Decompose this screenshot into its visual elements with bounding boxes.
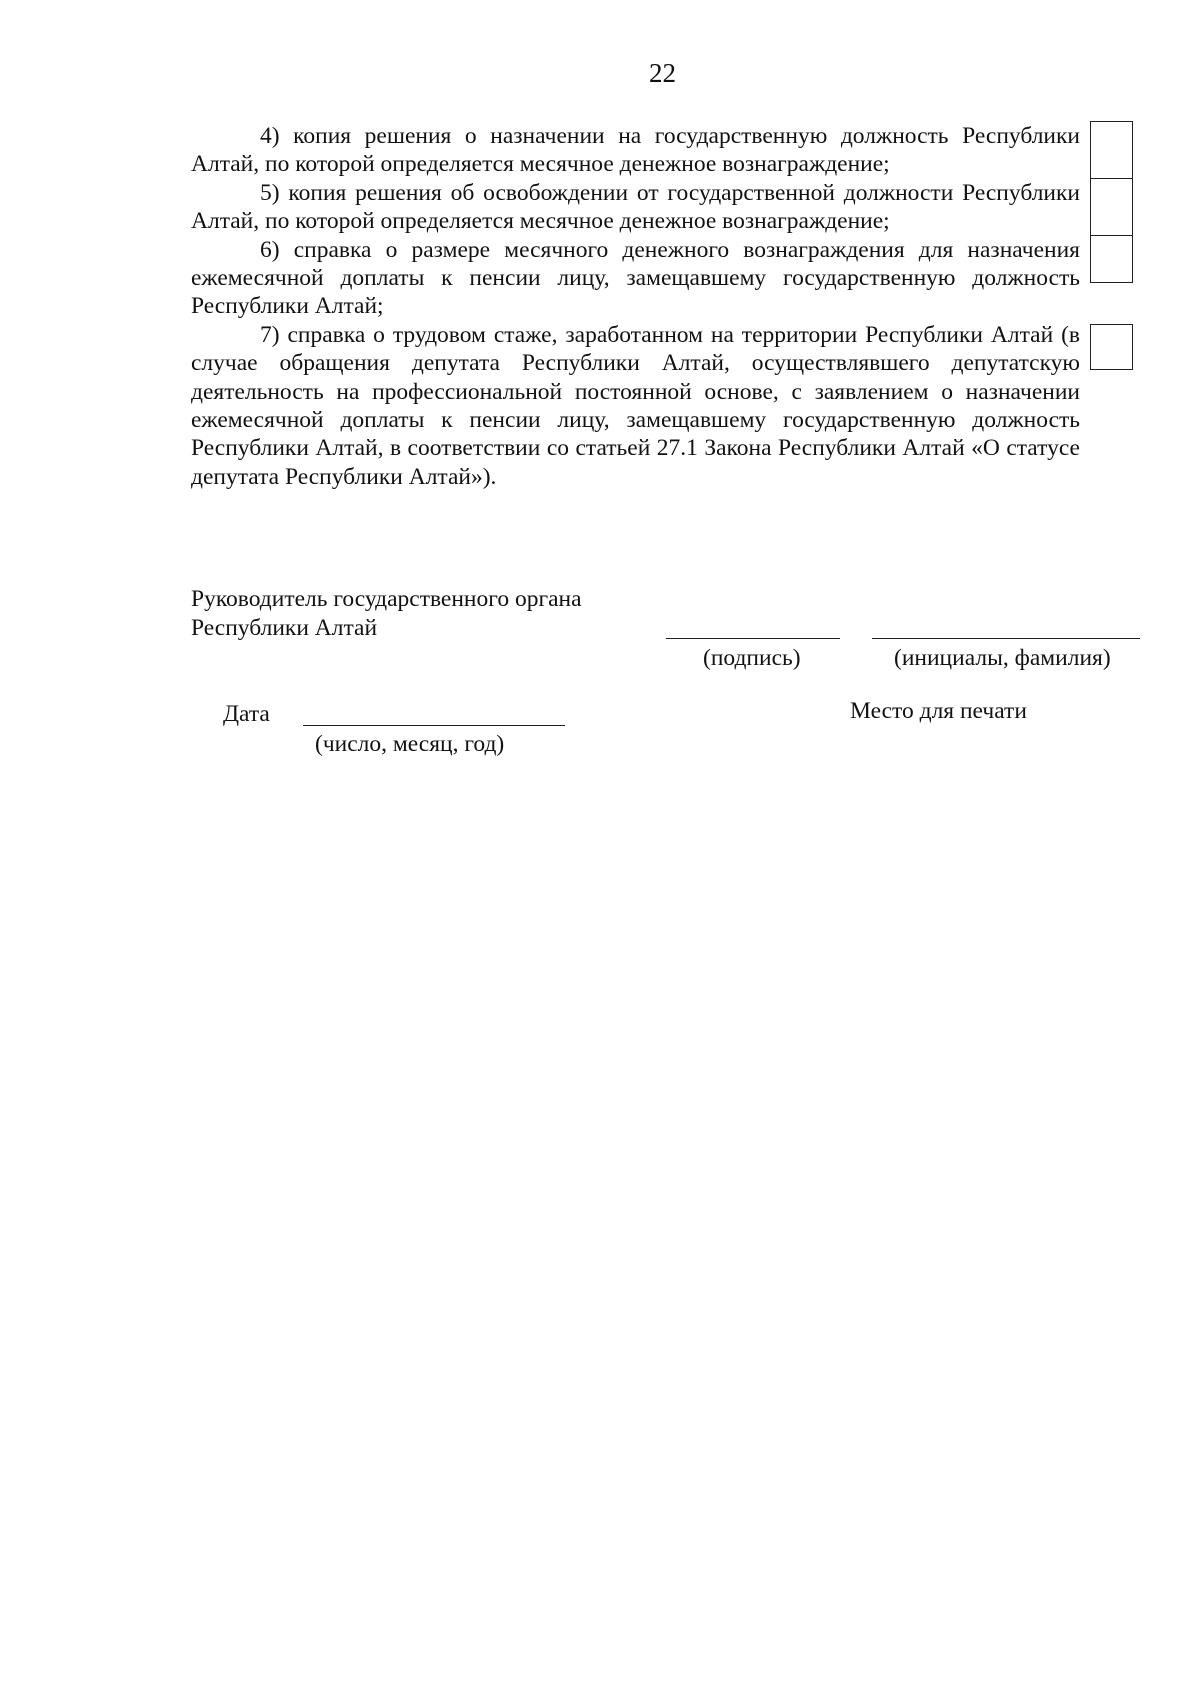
date-line[interactable] bbox=[303, 725, 565, 726]
document-list bbox=[191, 122, 1080, 491]
stamp-place-label: Место для печати bbox=[850, 698, 1027, 724]
list-item-6: 6) справка о размере месячного денежного вознаграждения для назначения ежемесячной доплаты к пенсии лицу, замещавшему государственную должность Республики Алтай; bbox=[191, 236, 1080, 320]
signatory-title-line2: Республики Алтай bbox=[191, 614, 378, 641]
signature-line[interactable] bbox=[666, 638, 840, 639]
date-caption: (число, месяц, год) bbox=[315, 731, 505, 757]
signatory-title-line1: Руководитель государственного органа bbox=[191, 586, 582, 612]
list-item-4: 4) копия решения о назначении на государственную должность Республики Алтай, по которой определяется месячное денежное вознаграждение; bbox=[191, 123, 1080, 178]
list-item-7: 7) справка о трудовом стаже, заработанном на территории Республики Алтай (в случае обращения депутата Республики Алтай, осуществлявшего депутатскую деятельность на профессиональной постоянной основе, с заявлением о назначении ежемесячной доплаты к пенсии лицу, замещавшему государственную должность Республики Алтай, в соответствии со статьей 27.1 Закона Республики Алтай «О статусе депутата Республики Алтай»). bbox=[191, 321, 1080, 490]
signature-caption: (подпись) bbox=[703, 645, 801, 671]
checkbox-item-6[interactable] bbox=[1090, 235, 1133, 283]
date-label: Дата bbox=[223, 701, 270, 727]
name-line[interactable] bbox=[872, 638, 1140, 639]
name-caption: (инициалы, фамилия) bbox=[894, 645, 1111, 671]
signatory-title bbox=[191, 585, 582, 642]
checkbox-item-5[interactable] bbox=[1090, 178, 1133, 236]
checkbox-item-4[interactable] bbox=[1090, 121, 1133, 179]
checkbox-item-7[interactable] bbox=[1090, 324, 1133, 370]
list-item-5: 5) копия решения об освобождении от государственной должности Республики Алтай, по которой определяется месячное денежное вознаграждение; bbox=[191, 179, 1080, 235]
page-number: 22 bbox=[649, 58, 676, 88]
